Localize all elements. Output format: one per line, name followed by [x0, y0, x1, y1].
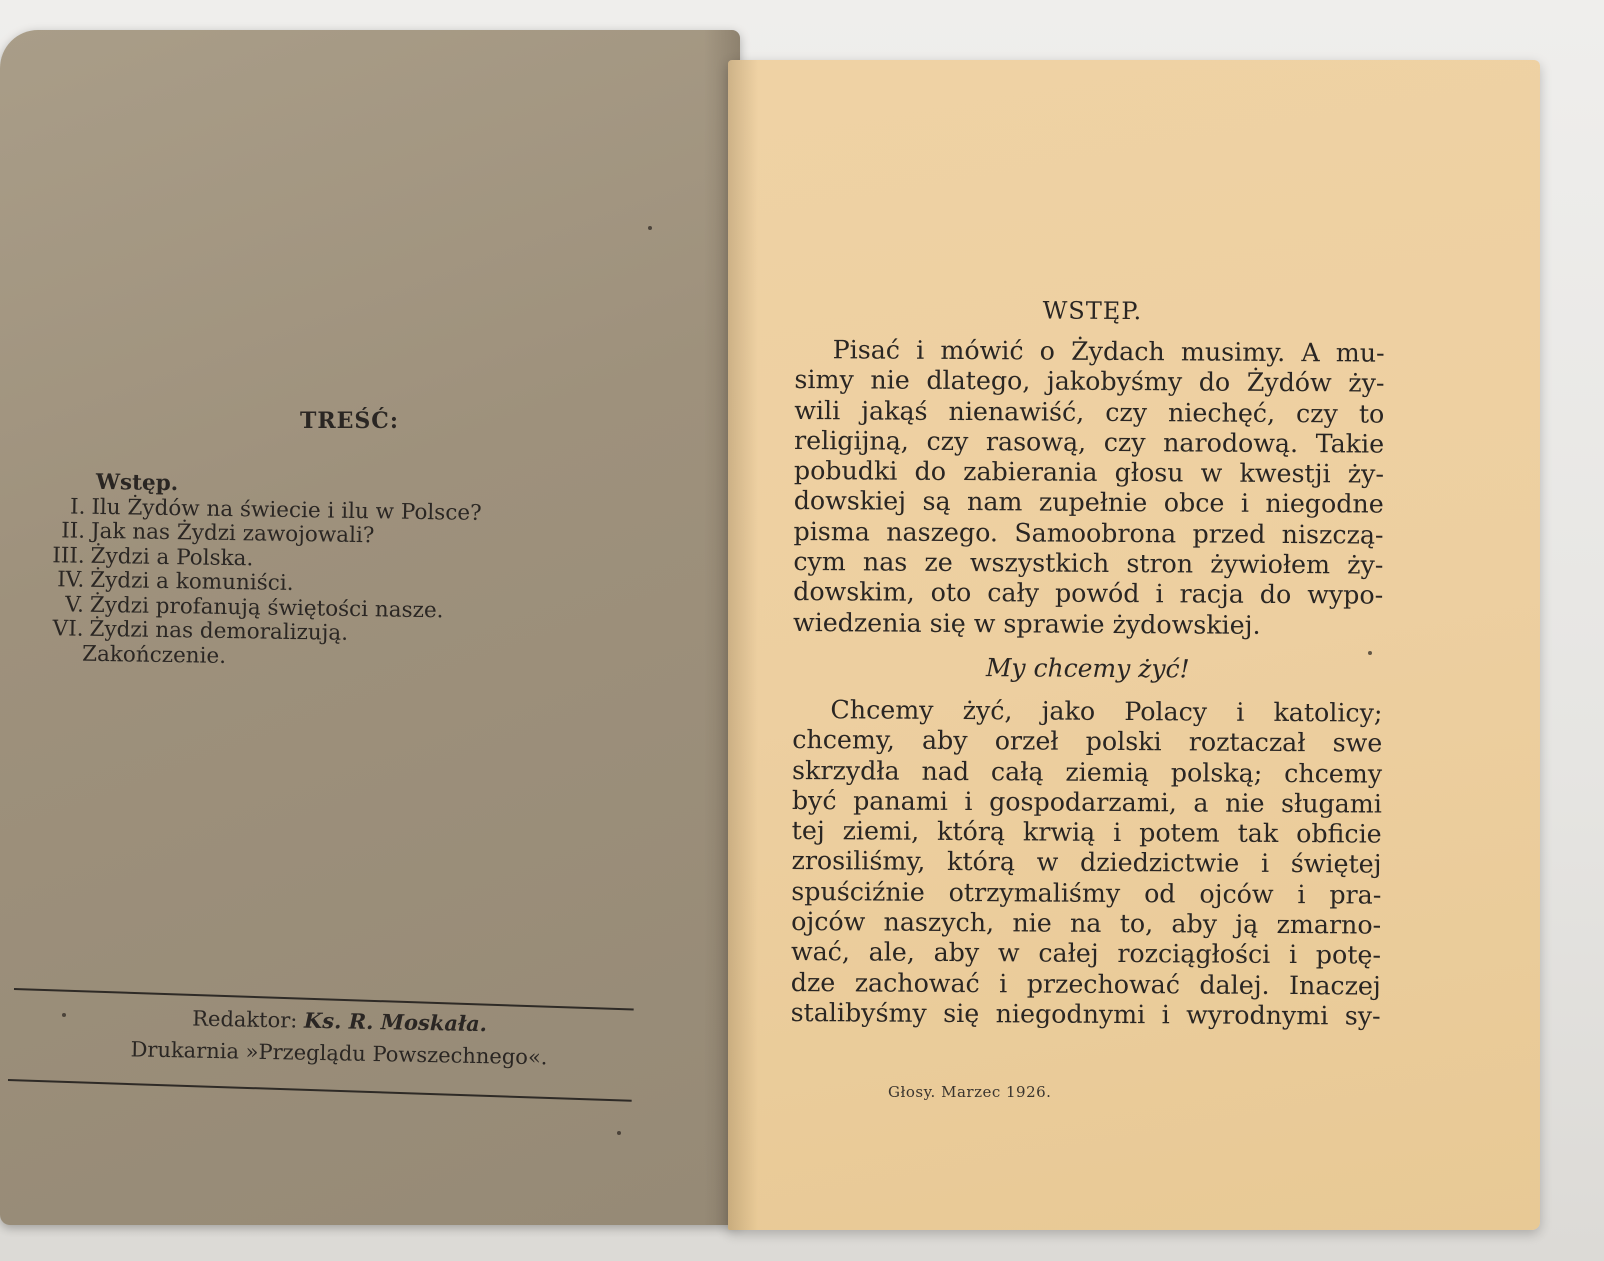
imprint [59, 1000, 620, 1075]
toc-item-number: I. [69, 493, 86, 520]
introduction-paragraph [793, 335, 1385, 642]
text-line: Pisać i mówić o Żydach musimy. A mu- [832, 335, 1385, 368]
text-line: być panami i gospodarzami, a nie sługami [791, 785, 1382, 819]
text-line: pobudki do zabierania głosu w kwestji ży- [793, 456, 1385, 489]
text-line: zrosiliśmy, którą w dziedzictwie i świętej [791, 846, 1382, 880]
text-line: dowskiej są nam zupełnie obce i niegodne [793, 486, 1384, 520]
text-line: skrzydła nad całą ziemią polską; chcemy [792, 755, 1383, 789]
text-line: simy nie dlatego, jakobyśmy do Żydów ży- [794, 365, 1385, 398]
text-line: pisma naszego. Samoobrona przed niszczą- [793, 516, 1384, 550]
imprint-editor-name: Ks. R. Moskała. [303, 1007, 488, 1037]
toc-item-text: Żydzi a komuniści. [90, 567, 294, 596]
text-line: tej ziemi, którą krwią i potem tak obficie [791, 816, 1382, 849]
imprint-editor-label: Redaktor: [192, 1006, 298, 1033]
text-line: religijną, czy rasową, czy narodową. Takie [794, 425, 1385, 459]
toc-heading: TREŚĆ: [300, 408, 399, 434]
text-line: wili jakąś nienawiść, czy niechęć, czy to [794, 395, 1385, 429]
text-line: dowskim, oto cały powód i racja do wypo- [793, 577, 1384, 610]
toc-item-number: IV. [56, 567, 85, 593]
text-line: wiedzenia się w sprawie żydowskiej. [792, 607, 1261, 640]
text-line: wać, ale, aby w całej rozciągłości i potę- [790, 937, 1382, 970]
toc-item-text: Żydzi profanują świętości nasze. [89, 592, 444, 623]
toc-item-text: Żydzi a Polska. [90, 543, 254, 571]
text-line: ojców naszych, nie na to, aby ją zmarno- [791, 907, 1382, 940]
text-line: spuściźnie otrzymaliśmy od ojców i pra- [791, 876, 1382, 910]
toc-item-number: III. [52, 542, 85, 569]
paper-speck [1368, 651, 1372, 655]
body-paragraph [791, 695, 1383, 1032]
toc-item-number: VI. [52, 616, 84, 642]
text-line: stalibyśmy się niegodnymi i wyrodnymi sy- [790, 997, 1381, 1031]
toc-item-text: Ilu Żydów na świecie i ilu w Polsce? [91, 494, 482, 526]
text-line: cym nas ze wszystkich stron żywiołem ży- [793, 547, 1384, 580]
toc-conclusion: Zakończenie. [81, 641, 227, 669]
section-subtitle: My chcemy żyć! [985, 653, 1190, 684]
toc-item-text: Jak nas Żydzi zawojowali? [90, 518, 375, 549]
table-of-contents [37, 470, 482, 673]
toc-item-number: II. [61, 518, 86, 544]
paper-speck [62, 1013, 66, 1017]
page-footer: Głosy. Marzec 1926. [888, 1083, 1052, 1101]
text-line: dze zachować i przechować dalej. Inaczej [790, 967, 1381, 1001]
text-line: Chcemy żyć, jako Polacy i katolicy; [830, 695, 1383, 728]
imprint-printer: Drukarnia »Przeglądu Powszechnego«. [130, 1037, 548, 1070]
paper-speck [648, 226, 652, 230]
toc-intro: Wstęp. [95, 469, 179, 497]
paper-speck [617, 1131, 621, 1135]
toc-item-text: Żydzi nas demoralizują. [89, 616, 349, 646]
page-text-column [791, 295, 1385, 1032]
text-line: chcemy, aby orzeł polski roztaczał swe [792, 725, 1383, 758]
toc-item-number: V. [65, 591, 85, 618]
page-title: WSTĘP. [1042, 296, 1143, 326]
